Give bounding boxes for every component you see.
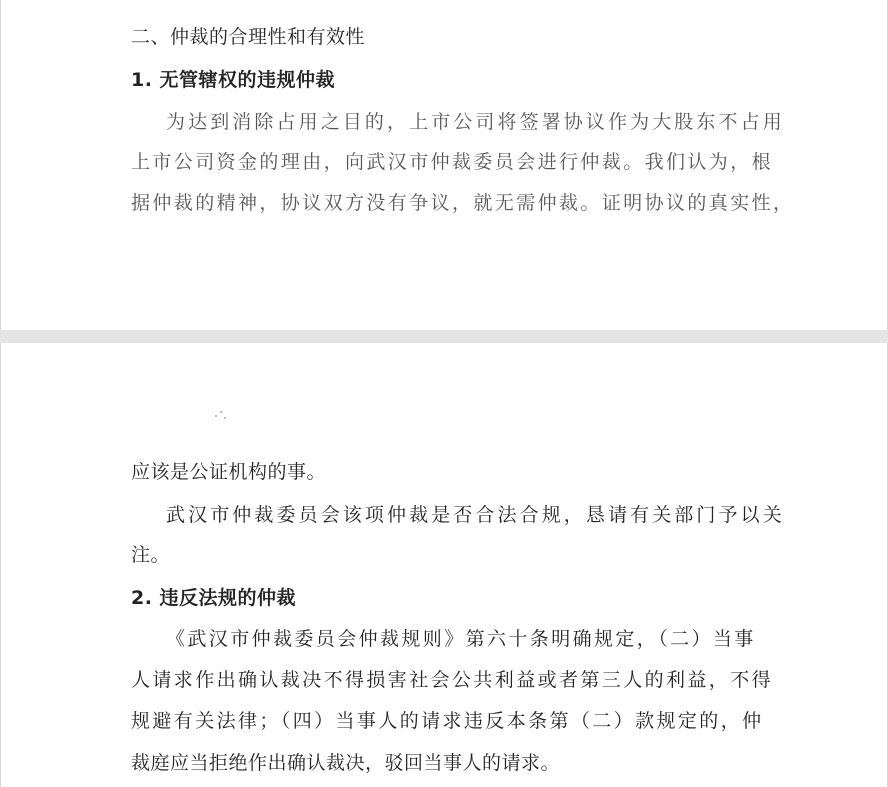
document-page-1 — [0, 0, 888, 330]
paragraph-line: 规避有关法律；（四）当事人的请求违反本条第（二）款规定的，仲 — [131, 710, 764, 732]
paragraph-line: 注。 — [131, 544, 171, 566]
paragraph-line: 人请求作出确认裁决不得损害社会公共利益或者第三人的利益，不得 — [131, 669, 774, 691]
paragraph-line: 为达到消除占用之目的，上市公司将签署协议作为大股东不占用 — [166, 111, 785, 133]
paragraph-line: 裁庭应当拒绝作出确认裁决，驳回当事人的请求。 — [131, 752, 561, 774]
scan-speck — [215, 409, 227, 421]
paragraph-line: 武汉市仲裁委员会该项仲裁是否合法合规，恳请有关部门予以关 — [166, 504, 785, 526]
subsection-heading-1: 1. 无管辖权的违规仲裁 — [131, 69, 336, 91]
subsection-heading-2: 2. 违反法规的仲裁 — [131, 587, 297, 609]
paragraph-line: 据仲裁的精神，协议双方没有争议，就无需仲裁。证明协议的真实性， — [131, 192, 795, 214]
paragraph-line: 上市公司资金的理由，向武汉市仲裁委员会进行仲裁。我们认为，根 — [131, 151, 774, 173]
document-page-2 — [0, 343, 888, 787]
paragraph-line: 《武汉市仲裁委员会仲裁规则》第六十条明确规定，（二）当事 — [166, 628, 756, 650]
section-heading: 二、仲裁的合理性和有效性 — [131, 26, 366, 48]
paragraph-line: 应该是公证机构的事。 — [131, 461, 327, 483]
